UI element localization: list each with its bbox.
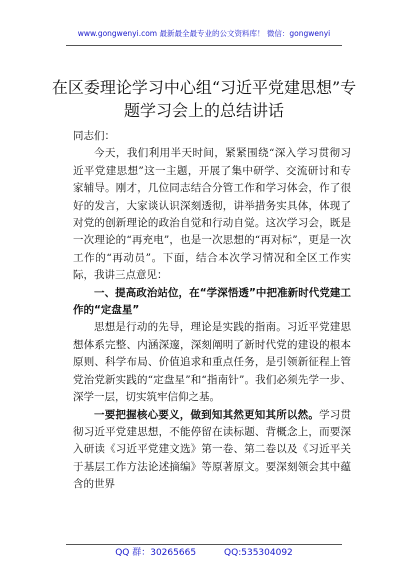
subsection-paragraph <box>73 407 351 494</box>
document-body <box>73 128 351 494</box>
section-heading: 一、提高政治站位，在“学深悟透”中把准新时代党建工作的“定盘星” <box>73 286 351 317</box>
footer-divider <box>66 544 342 545</box>
site-footer <box>0 547 408 559</box>
intro-paragraph: 今天，我们利用半天时间，紧紧围绕“深入学习贯彻习近平党建思想”这一主题，开展了集中研学、交流研讨和专家辅导。刚才，几位同志结合分管工作和学习体会，作了很好的发言，大家谈认识深刻透彻，讲举措务实具体，体现了对党的创新理论的政治自觉和行动自觉。这次学习会，既是一次理论的“再充电”，也是一次思想的“再对标”，更是一次工作的“再动员”。下面，结合本次学习情况和全区工作实际，我讲三点意见： <box>73 147 351 282</box>
subsection-text: 学习贯彻习近平党建思想，不能停留在读标题、背概念上，而要深入研读《习近平党建文选》第一卷、第二卷以及《习近平关于基层工作方法论述摘编》等原著原文。要深刻领会其中蕴含的世界 <box>73 408 352 491</box>
site-header: www.gongwenyi.com 最新最全最专业的公文资料库！ 微信：gongwenyi <box>77 29 331 38</box>
subsection-lead: 一要把握核心要义，做到知其然更知其所以然。 <box>94 408 320 421</box>
title-line-1: 在区委理论学习中心组“习近平党建思想”专 <box>51 78 357 97</box>
greeting: 同志们： <box>73 130 115 142</box>
footer-qq: QQ:535304092 <box>224 548 293 558</box>
footer-qq-group: QQ 群：30265665 <box>115 548 197 558</box>
header-divider <box>66 45 342 46</box>
section-paragraph: 思想是行动的先导，理论是实践的指南。习近平党建思想体系完整、内涵深邃，深刻阐明了新时代党的建设的根本原则、科学布局、价值追求和重点任务，是引领新征程上管党治党新实践的“定盘星”和“指南针”。我们必须先学一步、深学一层，切实筑牢信仰之基。 <box>73 321 351 404</box>
document-title <box>0 76 408 122</box>
title-line-2: 题学习会上的总结讲话 <box>123 101 284 120</box>
